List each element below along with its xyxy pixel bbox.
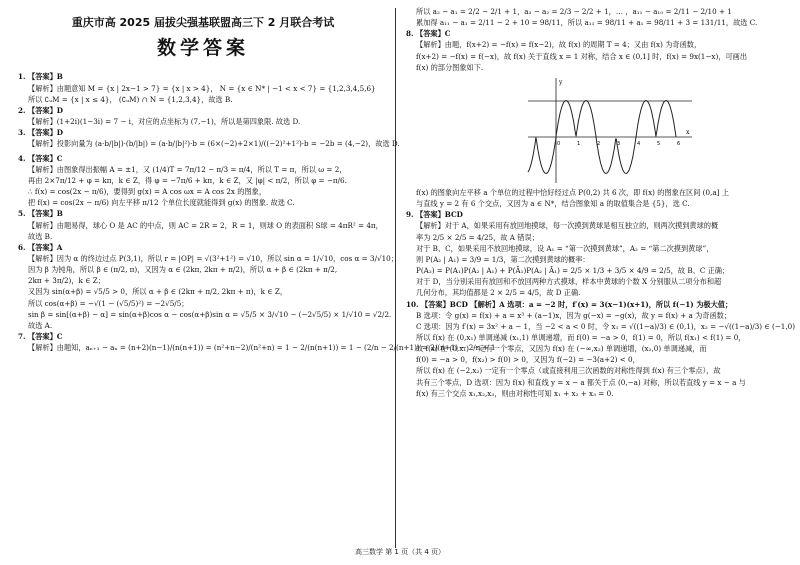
solution-line: 再由 2×7π/12 + φ = kπ，k ∈ Z，得 φ = −7π/6 + kπ，k ∈ Z，又 |φ| < π/2，所以 φ = −π/6. (28, 175, 347, 185)
x-axis-label: x (686, 128, 690, 136)
solution-line: 所以 a₂ − a₁ = 2/2 − 2/1 + 1，a₃ − a₂ = 2/3 − 2/2 + 1，… ，a₁₁ − a₁₀ = 2/11 − 2/10 + 1 (416, 7, 732, 16)
x-tick-label: 2 (597, 140, 601, 147)
solution-line: P(A₂) = P(A₁)P(A₂ | A₁) + P(Ā₁)P(A₂ | Ā₁) = 2/5 × 1/3 + 3/5 × 4/9 = 2/5，故 B、C 正确； (416, 266, 730, 276)
solution-line: 【解析】(1+2i)(1−3i) = 7 − i，对应的点坐标为 (7,−1)，所以是第四象限. 故选 D. (28, 117, 301, 127)
solution-line: 累加得 a₁₁ − a₁ = 2/11 − 2 + 10 = 98/11，所以 a₁₁ = 98/11 + a₁ = 98/11 + 3 = 131/11，故选 C. (416, 18, 758, 28)
solution-line: 【解析】因为 α 的终边过点 P(3,1)，所以 r = |OP| = √(3²+1²) = √10，所以 sin α = 1/√10，cos α = 3/√10； (28, 253, 398, 263)
solution-line: 【解析】由题意知 M = {x | 2x−1 > 7} = {x | x > 4}， N = {x ∈ N* | −1 < x < 7} = {1,2,3,4,5,6} (28, 83, 376, 93)
question-answer-line: 10. 【答案】BCD 【解析】A 选项：a = −2 时，f′(x) = 3(x−1)(x+1)，所以 f(−1) 为极大值； (406, 299, 733, 309)
x-tick-label: 6 (677, 140, 681, 147)
question-answer-line: 4. 【答案】C (18, 153, 63, 163)
solution-line: f(x) 的图象向左平移 a 个单位的过程中恰好经过点 P(0,2) 共 6 次，即 f(x) 的图象在区间 (0,a] 上 (416, 187, 729, 197)
solution-line: f(x+2) = −f(x) = f(−x)，故 f(x) 关于直线 x = 1 对称，结合 x ∈ (0,1] 时，f(x) = 9x(1−x)，可画出 (416, 51, 748, 61)
solution-line: C 选项：因为 f′(x) = 3x² + a − 1，当 −2 < a < 0 时，令 x₁ = √((1−a)/3) ∈ (0,1)，x₂ = −√((1−a)/3) ∈ (−1,0) (416, 321, 796, 331)
solution-line: 所以 ∁ᵤM = {x | x ≤ 4}， (∁ᵤM) ∩ N = {1,2,3,4}，故选 B. (28, 94, 233, 104)
solution-line: 【解析】对于 A，如果采用有放回地摸球，每一次摸到黄球是相互独立的，则两次摸到黄球的概 (416, 221, 719, 231)
x-tick-label: 0 (557, 140, 561, 147)
solution-line: B 选项：令 g(x) = f(x) + a = x³ + (a−1)x，因为 g(−x) = −g(x)，故 y = f(x) + a 为奇函数； (416, 310, 732, 320)
question-answer-line: 1. 【答案】B (18, 72, 63, 82)
solution-line: 对于 B、C，如果采用不放回地摸球，设 A₁ = “第一次摸到黄球”，A₂ = “第二次摸到黄球”， (416, 243, 714, 253)
question-answer-line: 5. 【答案】B (18, 209, 63, 219)
right-column (406, 6, 796, 399)
question-answer-line: 6. 【答案】A (18, 242, 63, 252)
question-answer-line: 9. 【答案】BCD (406, 210, 463, 220)
solution-line: 【解析】由题知，aₙ₊₁ − aₙ = (n+2)(n−1)/(n(n+1)) = (n²+n−2)/(n²+n) = 1 − 2/(n(n+1)) = 1 − (2/n − 2/(n+1)) = 2/(n+1) − 2/n + 1 (28, 343, 496, 353)
solution-line: 【解析】由图象得出振幅 A = ±1，又 (1/4)T = 7π/12 − π/3 = π/4，所以 T = π，所以 ω = 2， (28, 164, 347, 174)
solution-line: 共有三个零点，D 选项：因为 f(x) 和直线 y = x − a 都关于点 (0,−a) 对称，所以若直线 y = x − a 与 (416, 377, 746, 387)
right-answers (406, 6, 796, 399)
solution-line: 【解析】由题易得，球心 O 是 AC 的中点，则 AC = 2R = 2，R = 1，则球 O 的表面积 S球 = 4πR² = 4π， (28, 220, 383, 230)
question-answer-line: 8. 【答案】C (406, 29, 451, 39)
solution-line: 对于 D，当分别采用有放回和不放回两种方式摸球，样本中黄球的个数 X 分别服从二项分布和超 (416, 277, 722, 287)
solution-line: 故选 B. (28, 231, 53, 241)
solution-line: 故 f(x) 在 (0,x₁) 一定有一个零点，又因为 f(x) 在 (−∞,x₂) 单调递增，(x₂,0) 单调递减，而 (416, 344, 707, 354)
x-tick-label: 4 (637, 140, 641, 147)
solution-line: f(0) = −a > 0，f(x₂) > f(0) > 0，又因为 f(−2) = −3(a+2) < 0， (416, 355, 640, 365)
x-tick-label: 3 (617, 140, 621, 147)
exam-title: 重庆市高 2025 届拔尖强基联盟高三下 2 月联合考试 (71, 16, 335, 29)
y-axis-label: y (559, 78, 563, 86)
x-tick-label: 5 (657, 140, 661, 147)
answer-heading: 数学答案 (156, 37, 249, 60)
solution-line: 则 P(A₂ | A₁) = 3/9 = 1/3，第二次摸到黄球的概率： (416, 254, 590, 264)
function-graph (526, 75, 696, 185)
question-answer-line: 2. 【答案】D (18, 105, 63, 115)
solution-line: f(x) 的部分图象如下. (416, 62, 484, 72)
solution-line: 几何分布，其均值都是 2 × 2/5 = 4/5，故 D 正确. (416, 288, 581, 298)
solution-line: 与直线 y = 2 有 6 个交点，又因为 a ∈ N*，结合图象知 a 的取值集合是 {5}，选 C. (416, 199, 690, 209)
x-tick-label: 1 (577, 140, 581, 147)
solution-line: ∴ f(x) = cos(2x − π/6)，要得到 g(x) = A cos ωx = A cos 2x 的图象， (28, 187, 267, 197)
solution-line: sin β = sin[(α+β) − α] = sin(α+β)cos α − cos(α+β)sin α = √5/5 × 3/√10 − (−2√5/5) × 1/√10 = √2/2. (28, 309, 392, 319)
column-divider (395, 8, 396, 548)
question-answer-line: 7. 【答案】C (18, 332, 63, 342)
solution-line: f(x) 有三个交点 x₁,x₂,x₃，则由对称性可知 x₁ + x₂ + x₃ = 0. (416, 388, 614, 398)
solution-line: 所以 cos(α+β) = −√(1 − (√5/5)²) = −2√5/5； (28, 298, 189, 308)
solution-line: 把 f(x) = cos(2x − π/6) 向左平移 π/12 个单位长度就能得到 g(x) 的图象. 故选 C. (28, 198, 295, 208)
solution-line: 【解析】投影向量为 (a·b/|b|)·(b/|b|) = (a·b/|b|²)·b = (6×(−2)+2×1)/((−2)²+1²)·b = −2b = (4,−2)，故选 D. (28, 139, 400, 149)
solution-line: 2kπ + 3π/2)，k ∈ Z； (28, 276, 105, 286)
solution-line: 【解析】由题，f(x+2) = −f(x) = f(x−2)，故 f(x) 的周期 T = 4；又由 f(x) 为奇函数， (416, 40, 702, 50)
solution-line: 又因为 sin(α+β) = √5/5 > 0，所以 α + β ∈ (2kπ + π/2, 2kπ + π)，k ∈ Z， (28, 287, 288, 297)
page-footer: 高三数学 第 1 页（共 4 页） (354, 548, 446, 557)
solution-line: 率为 2/5 × 2/5 = 4/25，故 A 错误； (416, 232, 539, 242)
graph-figure (526, 75, 696, 185)
solution-line: 所以 f(x) 在 (0,x₁) 单调递减 (x₁,1) 单调递增，而 f(0) = −a > 0，f(1) = 0，所以 f(x₁) < f(1) = 0， (416, 332, 746, 342)
question-answer-line: 3. 【答案】D (18, 128, 63, 138)
solution-line: 所以 f(x) 在 (−2,x₂) 一定有一个零点（或直接利用三次函数的对称性得到 f(x) 有三个零点），故 (416, 366, 721, 376)
solution-line: 因为 β 为钝角，所以 β ∈ (π/2, π)，又因为 α ∈ (2kπ, 2kπ + π/2)，所以 α + β ∈ (2kπ + π/2, (28, 265, 338, 275)
solution-line: 故选 A. (28, 320, 53, 330)
